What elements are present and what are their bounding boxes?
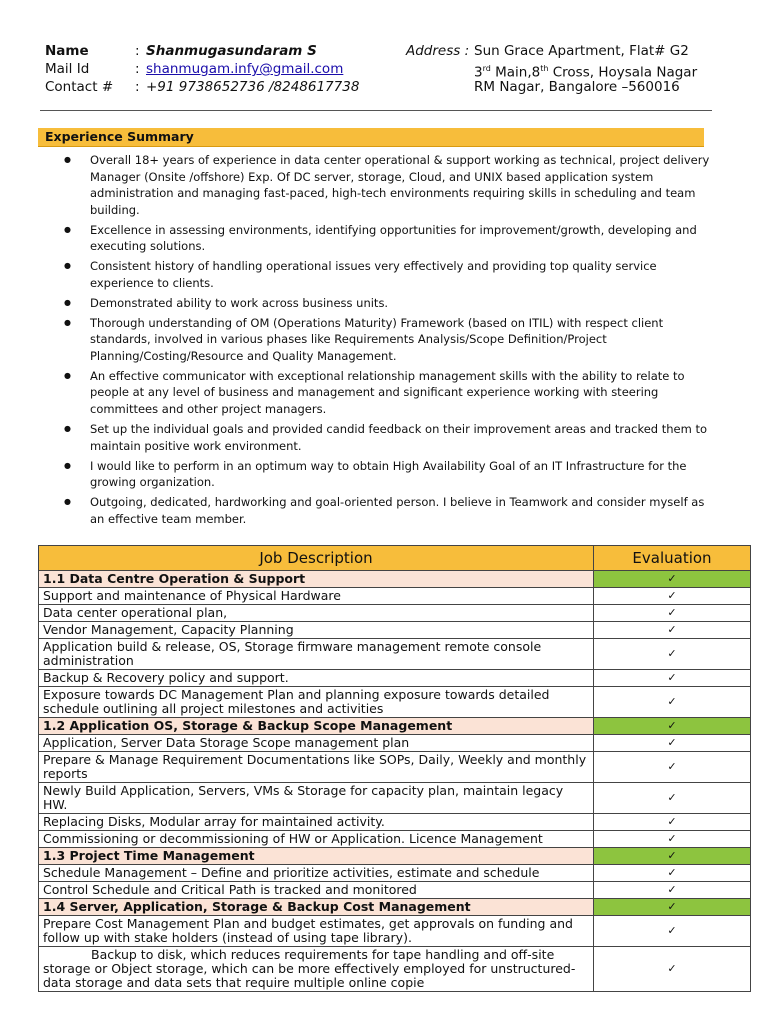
mail-value [146, 60, 343, 78]
section-row [39, 718, 751, 735]
table-row [39, 814, 751, 831]
contact-header [45, 42, 715, 96]
check-icon: ✓ [594, 588, 751, 605]
table-row [39, 831, 751, 848]
job-description-table [38, 545, 751, 992]
check-icon: ✓ [594, 639, 751, 670]
check-icon: ✓ [594, 947, 751, 992]
check-icon: ✓ [594, 622, 751, 639]
description-cell: Application build & release, OS, Storage firmware management remote console administration [39, 639, 594, 670]
summary-bullet: ● Outgoing, dedicated, hardworking and goal-oriented person. I believe in Teamwork and consider myself as an effective team member. [60, 494, 716, 527]
summary-bullet: ● Overall 18+ years of experience in data center operational & support working as technical, project delivery Manager (Onsite /offshore) Exp. Of DC server, storage, Cloud, and UNIX based application system administration and managing fast-paced, high-tech environments requiring skills in scheduling and team building. [60, 152, 716, 218]
address-part: 3 [474, 64, 483, 81]
section-row [39, 848, 751, 865]
header-divider [40, 110, 712, 111]
table-row [39, 916, 751, 947]
candidate-name: Shanmugasundaram S [146, 43, 317, 59]
table-row [39, 752, 751, 783]
section-row [39, 899, 751, 916]
section-title-cell: 1.1 Data Centre Operation & Support [39, 571, 594, 588]
section-title-cell: 1.2 Application OS, Storage & Backup Scope Management [39, 718, 594, 735]
check-icon: ✓ [594, 848, 751, 865]
contact-label: Contact # [45, 79, 114, 95]
table-row [39, 865, 751, 882]
address-sup: th [540, 64, 549, 73]
check-icon: ✓ [594, 814, 751, 831]
description-cell: Commissioning or decommissioning of HW or Application. Licence Management [39, 831, 594, 848]
table-row [39, 605, 751, 622]
description-cell: Backup & Recovery policy and support. [39, 670, 594, 687]
job-description-header: Job Description [39, 546, 594, 571]
description-cell: Schedule Management – Define and prioritize activities, estimate and schedule [39, 865, 594, 882]
check-icon: ✓ [594, 783, 751, 814]
table-row [39, 882, 751, 899]
check-icon: ✓ [594, 752, 751, 783]
summary-bullet-list [60, 152, 716, 531]
check-icon: ✓ [594, 831, 751, 848]
mail-label: Mail Id [45, 61, 90, 77]
check-icon: ✓ [594, 718, 751, 735]
colon: : [135, 61, 140, 77]
email-link[interactable]: shanmugam.infy@gmail.com [146, 61, 344, 77]
section-row [39, 571, 751, 588]
address-label: Address : [406, 43, 470, 59]
section-title: Experience Summary [45, 129, 194, 144]
check-icon: ✓ [594, 571, 751, 588]
contact-row [45, 78, 715, 96]
description-cell: Control Schedule and Critical Path is tracked and monitored [39, 882, 594, 899]
name-row [45, 42, 715, 60]
summary-bullet: ● Demonstrated ability to work across business units. [60, 295, 716, 312]
description-cell: Replacing Disks, Modular array for maintained activity. [39, 814, 594, 831]
description-cell: Data center operational plan, [39, 605, 594, 622]
colon: : [135, 43, 140, 59]
description-cell: Application, Server Data Storage Scope management plan [39, 735, 594, 752]
table-row [39, 947, 751, 992]
section-title-cell: 1.4 Server, Application, Storage & Backup Cost Management [39, 899, 594, 916]
address-line-1: Sun Grace Apartment, Flat# G2 [474, 43, 689, 59]
check-icon: ✓ [594, 687, 751, 718]
description-cell: Vendor Management, Capacity Planning [39, 622, 594, 639]
summary-bullet: ● Consistent history of handling operational issues very effectively and providing top quality service experience to clients. [60, 258, 716, 291]
table-row [39, 783, 751, 814]
summary-bullet: ● Set up the individual goals and provided candid feedback on their improvement areas and tracked them to maintain positive work environment. [60, 421, 716, 454]
check-icon: ✓ [594, 899, 751, 916]
address-line-3: RM Nagar, Bangalore –560016 [474, 79, 680, 95]
check-icon: ✓ [594, 916, 751, 947]
summary-bullet: ● Thorough understanding of OM (Operations Maturity) Framework (based on ITIL) with respect client standards, involved in various phases like Requirements Analysis/Scope Definition/Project Planning/Costing/Resource and Quality Management. [60, 315, 716, 365]
summary-bullet: ● I would like to perform in an optimum way to obtain High Availability Goal of an IT Infrastructure for the growing organization. [60, 458, 716, 491]
description-cell: Newly Build Application, Servers, VMs & Storage for capacity plan, maintain legacy HW. [39, 783, 594, 814]
colon: : [135, 79, 140, 95]
check-icon: ✓ [594, 865, 751, 882]
description-cell: Backup to disk, which reduces requirements for tape handling and off-site storage or Object storage, which can be more effectively employed for unstructured-data storage and data sets that require multiple online copie [39, 947, 594, 992]
summary-bullet: ● An effective communicator with exceptional relationship management skills with the ability to relate to people at any level of business and management and significant experience working with steering committees and other project managers. [60, 368, 716, 418]
table-header-row [39, 546, 751, 571]
name-label: Name [45, 43, 89, 59]
table-row [39, 639, 751, 670]
table-body [39, 571, 751, 992]
check-icon: ✓ [594, 882, 751, 899]
contact-value: +91 9738652736 /8248617738 [146, 79, 360, 95]
table-row [39, 687, 751, 718]
description-cell: Exposure towards DC Management Plan and planning exposure towards detailed schedule outlining all project milestones and activities [39, 687, 594, 718]
description-cell: Prepare Cost Management Plan and budget estimates, get approvals on funding and follow up with stake holders (instead of using tape library). [39, 916, 594, 947]
check-icon: ✓ [594, 605, 751, 622]
experience-summary-heading [38, 128, 704, 147]
summary-bullet: ● Excellence in assessing environments, identifying opportunities for improvement/growth, developing and executing solutions. [60, 222, 716, 255]
table-row [39, 735, 751, 752]
address-part: Main,8 [490, 64, 541, 81]
section-title-cell: 1.3 Project Time Management [39, 848, 594, 865]
mail-row [45, 60, 715, 81]
evaluation-header: Evaluation [594, 546, 751, 571]
description-cell: Support and maintenance of Physical Hardware [39, 588, 594, 605]
table-row [39, 622, 751, 639]
description-cell: Prepare & Manage Requirement Documentations like SOPs, Daily, Weekly and monthly reports [39, 752, 594, 783]
table-row [39, 670, 751, 687]
address-part: Cross, Hoysala Nagar [548, 64, 698, 81]
address-sup: rd [482, 64, 491, 73]
table-row [39, 588, 751, 605]
check-icon: ✓ [594, 735, 751, 752]
check-icon: ✓ [594, 670, 751, 687]
